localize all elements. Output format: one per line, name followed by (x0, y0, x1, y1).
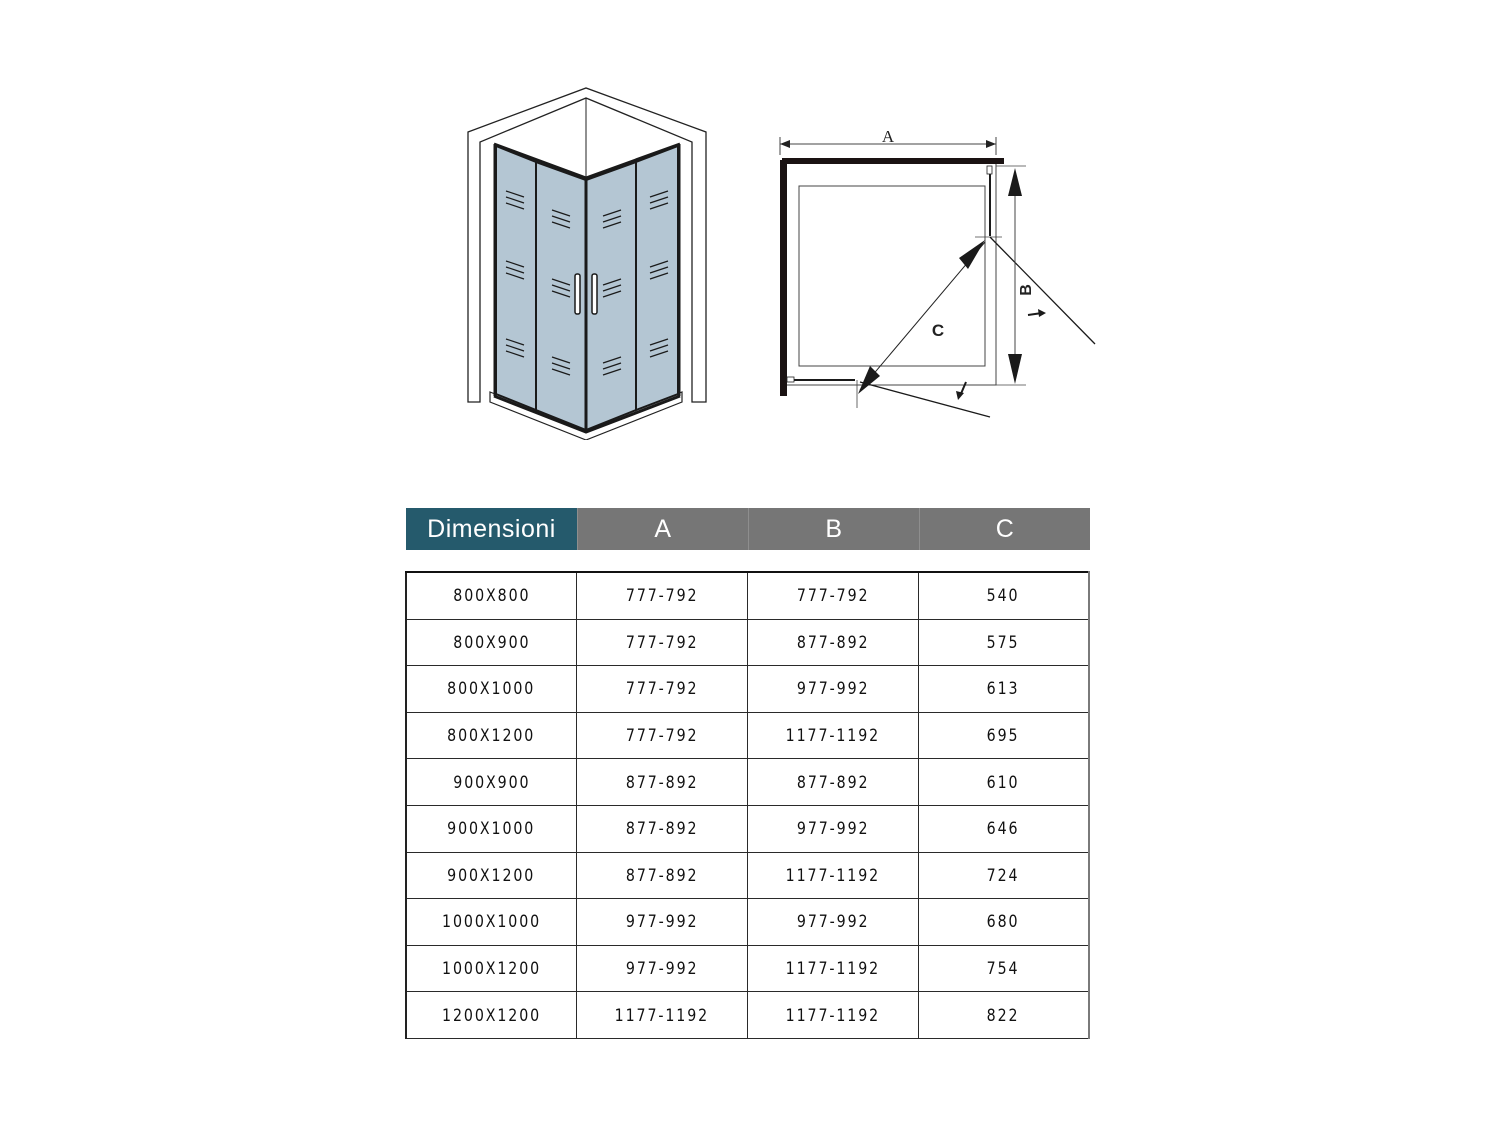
shower-enclosure-isometric-illustration (460, 80, 720, 440)
size-cell: 1200X1200 (442, 1005, 542, 1025)
table-row (406, 572, 1089, 619)
size-cell: 1000X1000 (442, 912, 542, 932)
header-c: C (919, 508, 1090, 550)
b-range-cell: 1177-1192 (785, 959, 881, 979)
b-range-cell: 777-792 (796, 586, 870, 606)
table-row (406, 852, 1089, 899)
c-value-cell: 646 (986, 819, 1020, 839)
table-row (406, 619, 1089, 666)
size-cell: 800X900 (453, 632, 531, 652)
dimension-b-label: B (1018, 284, 1035, 296)
b-range-cell: 877-892 (796, 772, 870, 792)
table-row (406, 759, 1089, 806)
size-cell: 1000X1200 (442, 959, 542, 979)
c-value-cell: 680 (986, 912, 1020, 932)
dimension-c-label: C (931, 321, 945, 340)
c-value-cell: 724 (986, 865, 1020, 885)
size-cell: 900X900 (453, 772, 531, 792)
a-range-cell: 877-892 (625, 819, 699, 839)
c-value-cell: 613 (986, 679, 1020, 699)
header-a: A (577, 508, 748, 550)
dimension-a-label: A (881, 127, 895, 146)
a-range-cell: 777-792 (625, 586, 699, 606)
shower-plan-view-diagram (770, 120, 1100, 430)
a-range-cell: 877-892 (625, 865, 699, 885)
dimensions-table (405, 571, 1090, 1039)
table-row (406, 945, 1089, 992)
size-cell: 900X1200 (447, 865, 536, 885)
table-row (406, 992, 1089, 1039)
c-value-cell: 540 (986, 586, 1020, 606)
table-row (406, 805, 1089, 852)
size-cell: 900X1000 (447, 819, 536, 839)
a-range-cell: 1177-1192 (614, 1005, 710, 1025)
a-range-cell: 977-992 (625, 912, 699, 932)
a-range-cell: 777-792 (625, 679, 699, 699)
a-range-cell: 777-792 (625, 632, 699, 652)
dimensions-table-header (406, 508, 1090, 550)
c-value-cell: 822 (986, 1005, 1020, 1025)
table-row (406, 666, 1089, 713)
b-range-cell: 877-892 (796, 632, 870, 652)
a-range-cell: 877-892 (625, 772, 699, 792)
b-range-cell: 977-992 (796, 912, 870, 932)
header-dimensioni: Dimensioni (406, 508, 577, 550)
b-range-cell: 1177-1192 (785, 726, 881, 746)
table-row (406, 899, 1089, 946)
table-row (406, 712, 1089, 759)
size-cell: 800X1200 (447, 726, 536, 746)
b-range-cell: 977-992 (796, 679, 870, 699)
c-value-cell: 754 (986, 959, 1020, 979)
header-b: B (748, 508, 919, 550)
b-range-cell: 1177-1192 (785, 1005, 881, 1025)
c-value-cell: 695 (986, 726, 1020, 746)
a-range-cell: 977-992 (625, 959, 699, 979)
c-value-cell: 610 (986, 772, 1020, 792)
b-range-cell: 1177-1192 (785, 865, 881, 885)
a-range-cell: 777-792 (625, 726, 699, 746)
c-value-cell: 575 (986, 632, 1020, 652)
b-range-cell: 977-992 (796, 819, 870, 839)
size-cell: 800X1000 (447, 679, 536, 699)
size-cell: 800X800 (453, 586, 531, 606)
